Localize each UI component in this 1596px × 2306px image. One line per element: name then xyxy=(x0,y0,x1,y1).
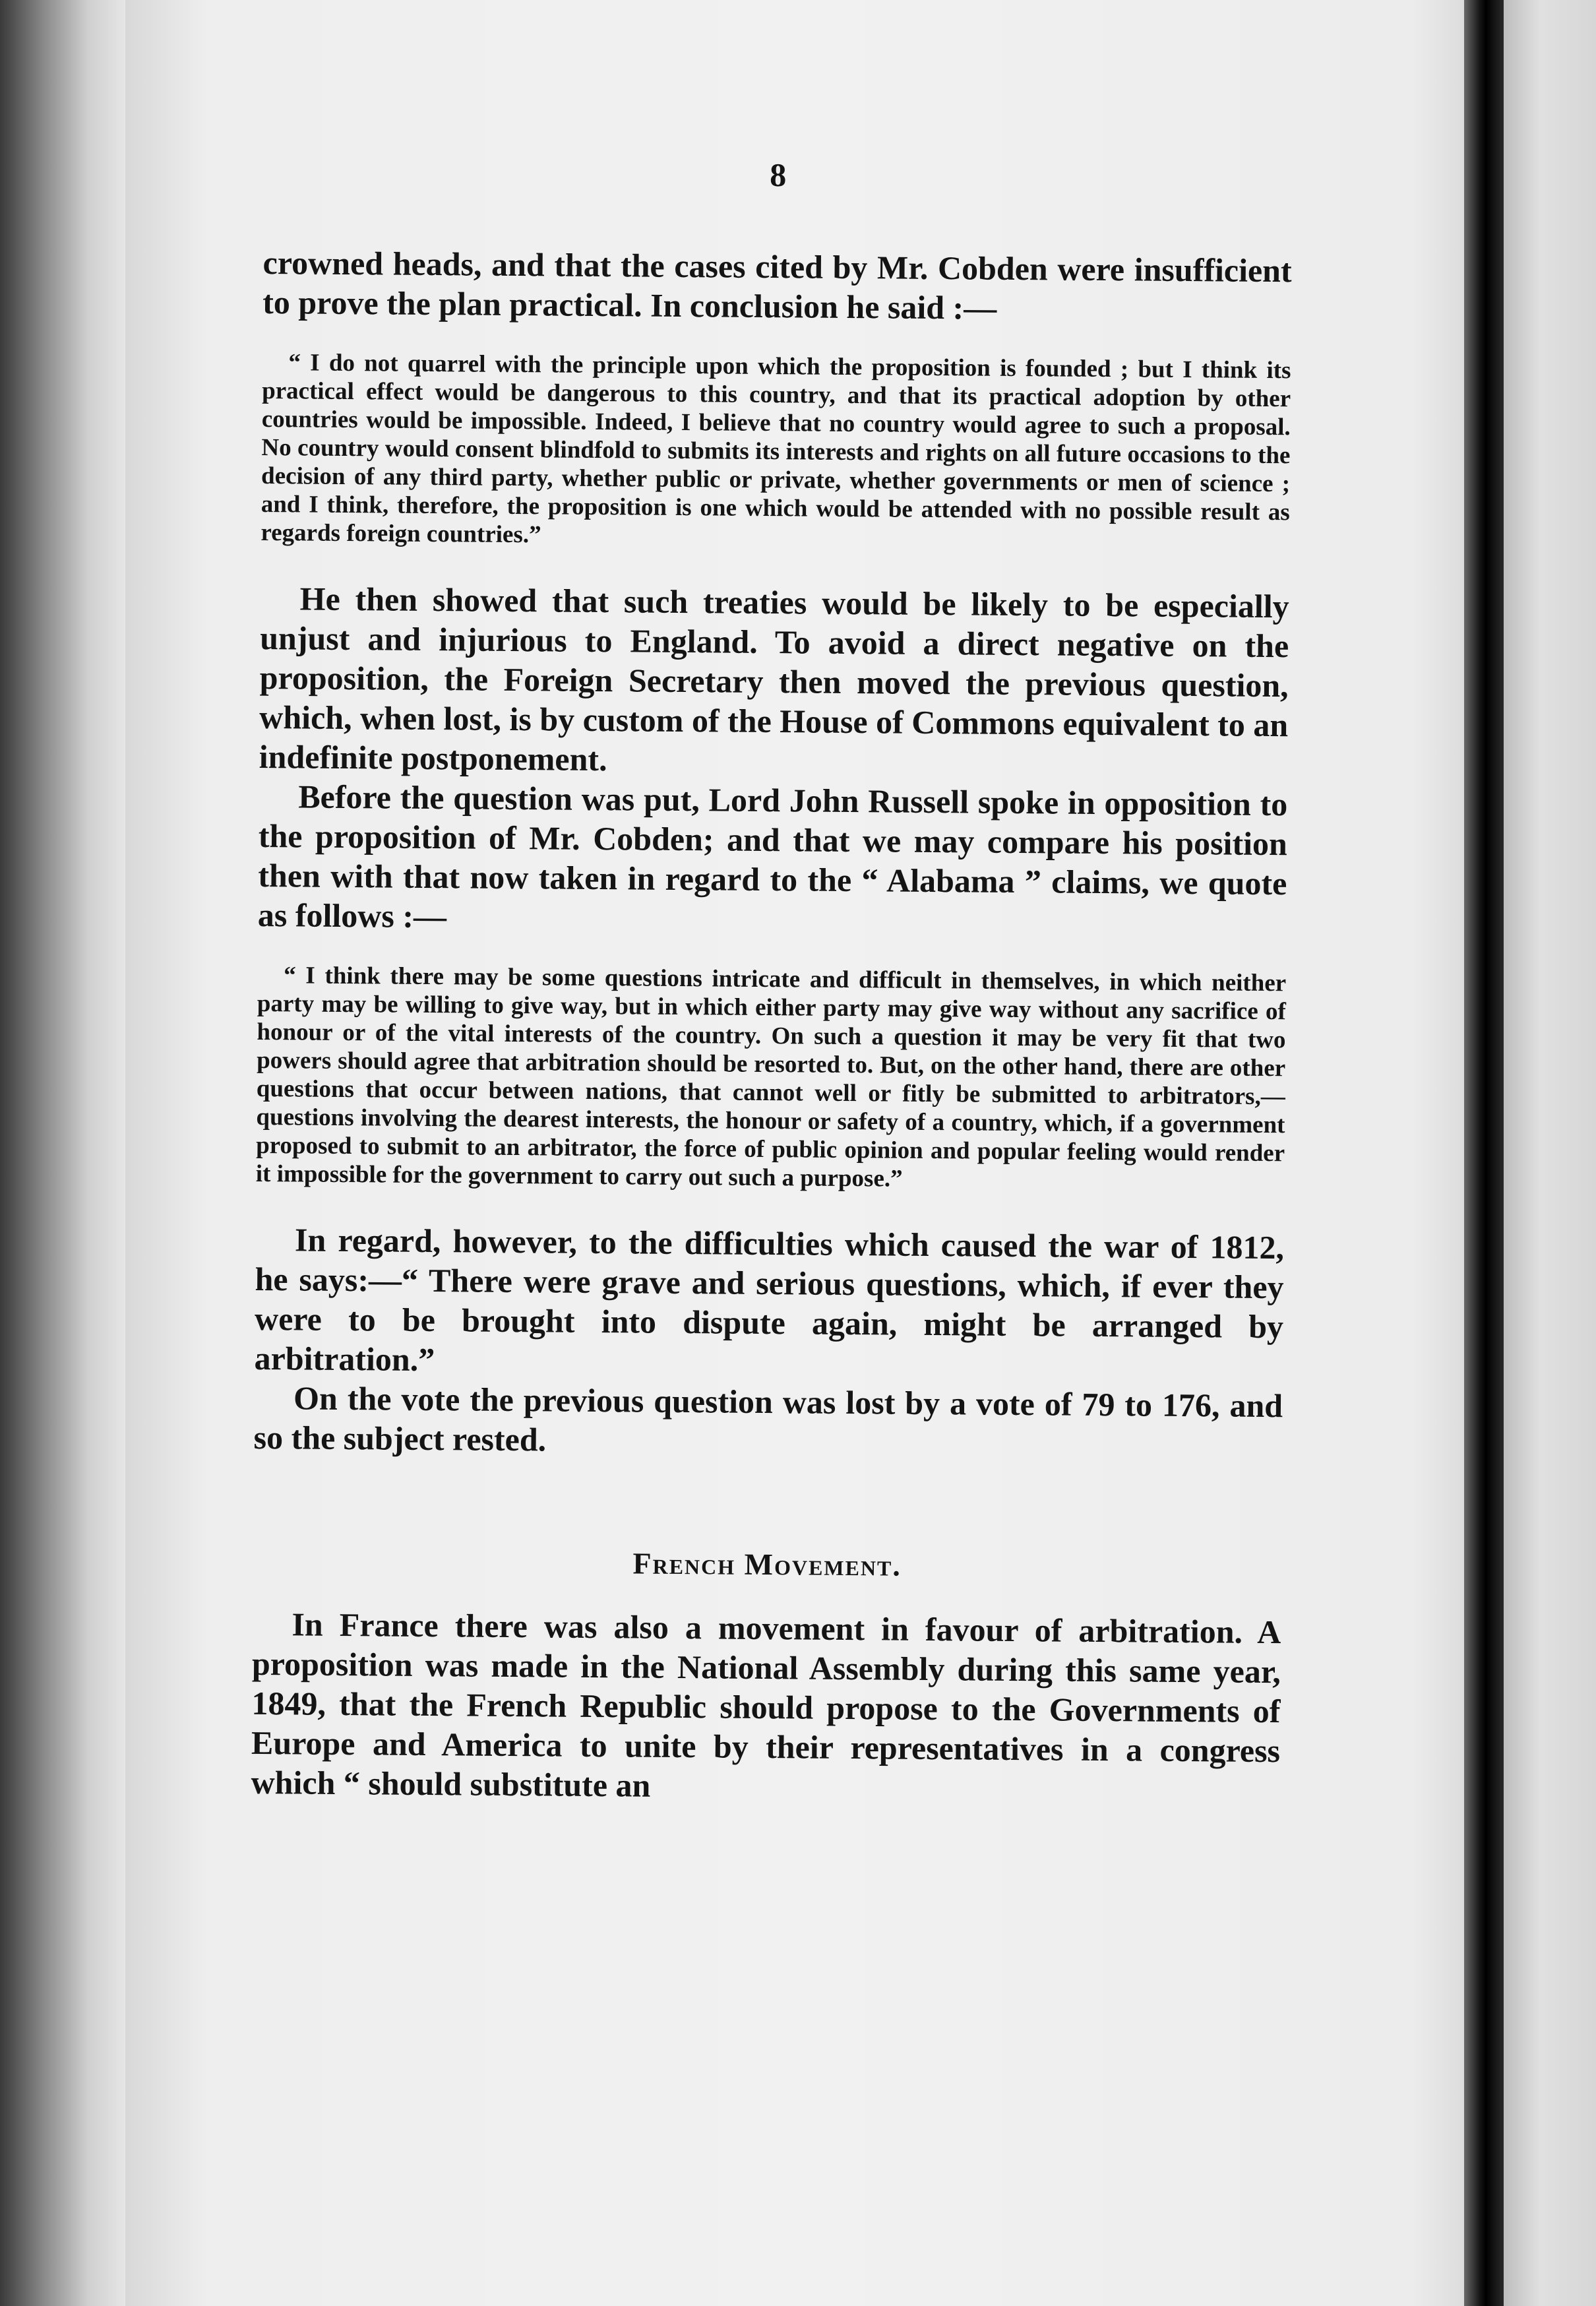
block-quote-russell: “ I think there may be some questions intricate and difficult in themselves, in which neither party may be willing to give way, but in which either party may give way without any sacrifice of honour or of the vital interests of the country. On such a question it may be very fit that two powers should agree that arbitration should be resorted to. But, on the other hand, there are other questions that occur between nations, that cannot well or fitly be submitted to arbitrators,—questions involving the dearest interests, the honour or safety of a country, which, if a government proposed to submit to an arbitrator, the force of public opinion and popular feeling would render it impossible for the government to carry out such a purpose.” xyxy=(255,962,1287,1193)
paragraph-french-movement: In France there was also a movement in favour of arbitration. A proposition was made in the National Assembly during this same year, 1849, that the French Republic should propose to the Governments of Europe and America to unite by their representatives in a congress which “ should substitute an xyxy=(251,1605,1281,1804)
scan-left-edge xyxy=(0,0,125,2306)
paragraph-previous-question: He then showed that such treaties would be likely to be especially unjust and injurious to England. To avoid a direct negative on the proposition, the Foreign Secretary then moved the previous question, which, when lost, is by custom of the House of Commons equivalent to an indefinite postponement. xyxy=(259,580,1289,778)
paragraph-vote-result: On the vote the previous question was lost by a vote of 79 to 176, and so the subject rested. xyxy=(253,1379,1283,1458)
page-number: 8 xyxy=(770,156,787,194)
paragraph-cobden-conclusion: crowned heads, and that the cases cited by Mr. Cobden were insufficient to prove the plan practical. In conclusion he said :— xyxy=(262,243,1292,327)
adjacent-page-edge xyxy=(1504,0,1596,2306)
paragraph-lord-john-russell: Before the question was put, Lord John Russell spoke in opposition to the proposition of Mr. Cobden; and that we may compare his position then with that now taken in regard to the “ Alabama ” claims, we quote as follows :— xyxy=(257,778,1288,935)
section-heading-french-movement: French Movement. xyxy=(632,1546,902,1582)
page-content xyxy=(251,152,1293,1810)
binding-gutter xyxy=(1464,0,1504,2306)
block-quote-foreign-secretary: “ I do not quarrel with the principle upon which the proposition is founded ; but I think its practical effect would be dangerous to this country, and that its practical adoption by other countries would be impossible. Indeed, I believe that no country would agree to such a proposal. No country would consent blindfold to submits its interests and rights on all future occasions to the decision of any third party, whether public or private, whether governments or men of science ; and I think, therefore, the proposition is one which would be attended with no possible result as regards foreign countries.” xyxy=(261,349,1291,549)
paragraph-war-of-1812: In regard, however, to the difficulties which caused the war of 1812, he says:—“ There were grave and serious questions, which, if ever they were to be brought into dispute again, might be arranged by arbitration.” xyxy=(254,1221,1285,1379)
